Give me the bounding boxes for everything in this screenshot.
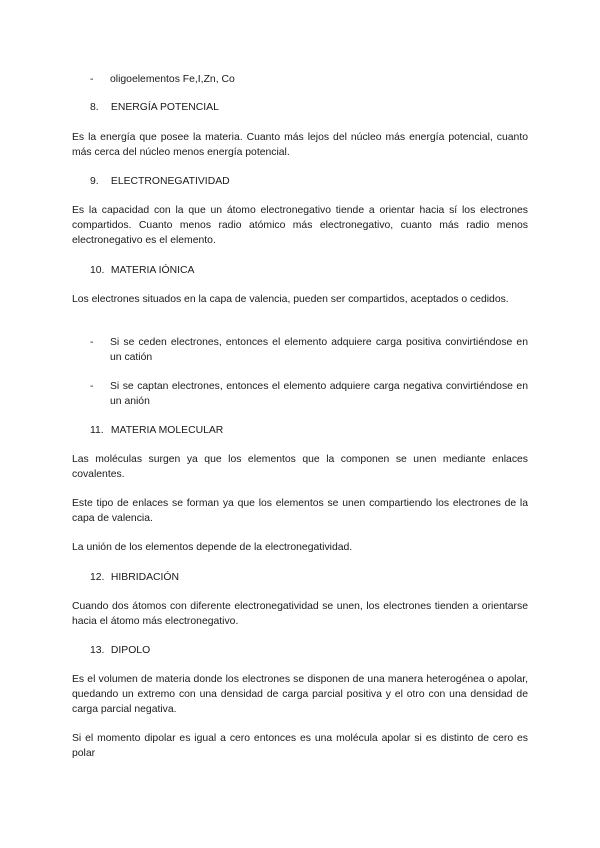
heading-title: ENERGÍA POTENCIAL [110, 102, 219, 113]
list-item-text: Si se ceden electrones, entonces el elemento adquiere carga positiva convirtiéndose en un catión [110, 337, 528, 363]
heading-number: 13. [90, 645, 105, 656]
heading-number: 12. [90, 572, 105, 583]
heading-number: 9. [90, 176, 99, 187]
paragraph: Este tipo de enlaces se forman ya que los elementos se unen compartiendo los electrones de la capa de valencia. [72, 498, 528, 524]
heading-title: MATERIA MOLECULAR [110, 425, 224, 436]
heading-title: MATERIA IÓNICA [110, 265, 195, 276]
list-item-cation [90, 335, 528, 365]
heading-dipolo [90, 643, 150, 658]
paragraph: Cuando dos átomos con diferente electronegatividad se unen, los electrones tienden a orientarse hacia el átomo más electronegativo. [72, 601, 528, 627]
paragraph: Es el volumen de materia donde los electrones se disponen de una manera heterogénea o apolar, quedando un extremo con una densidad de carga parcial positiva y el otro con una densidad de carga parcial negativa. [72, 674, 528, 715]
heading-number: 11. [90, 425, 104, 436]
heading-materia-molecular [90, 423, 223, 438]
heading-title: ELECTRONEGATIVIDAD [110, 176, 230, 187]
heading-hibridacion [90, 570, 179, 585]
heading-number: 10. [90, 265, 105, 276]
heading-materia-ionica [90, 263, 194, 278]
paragraph: Es la capacidad con la que un átomo electronegativo tiende a orientar hacia sí los electrones compartidos. Cuanto menos radio atómico más electronegativo, cuanto más radio menos electronegativo es el elemento. [72, 205, 528, 246]
list-item-text: oligoelementos Fe,I,Zn, Co [110, 74, 235, 85]
paragraph: Si el momento dipolar es igual a cero entonces es una molécula apolar si es distinto de cero es polar [72, 733, 528, 759]
paragraph: Los electrones situados en la capa de valencia, pueden ser compartidos, aceptados o cedidos. [72, 294, 509, 305]
heading-energia-potencial [90, 100, 219, 115]
bullet-marker: - [90, 337, 94, 348]
list-item-anion [90, 379, 528, 409]
heading-title: DIPOLO [110, 645, 151, 656]
heading-electronegatividad [90, 174, 230, 189]
heading-number: 8. [90, 102, 99, 113]
bullet-marker: - [90, 381, 94, 392]
paragraph: Las moléculas surgen ya que los elementos que la componen se unen mediante enlaces covalentes. [72, 454, 528, 480]
bullet-marker: - [90, 74, 94, 85]
list-item-oligoelementos [90, 72, 528, 87]
list-item-text: Si se captan electrones, entonces el elemento adquiere carga negativa convirtiéndose en un anión [110, 381, 528, 407]
paragraph: La unión de los elementos depende de la electronegatividad. [72, 542, 353, 553]
paragraph: Es la energía que posee la materia. Cuanto más lejos del núcleo más energía potencial, cuanto más cerca del núcleo menos energía potencial. [72, 132, 528, 158]
heading-title: HIBRIDACIÓN [110, 572, 180, 583]
